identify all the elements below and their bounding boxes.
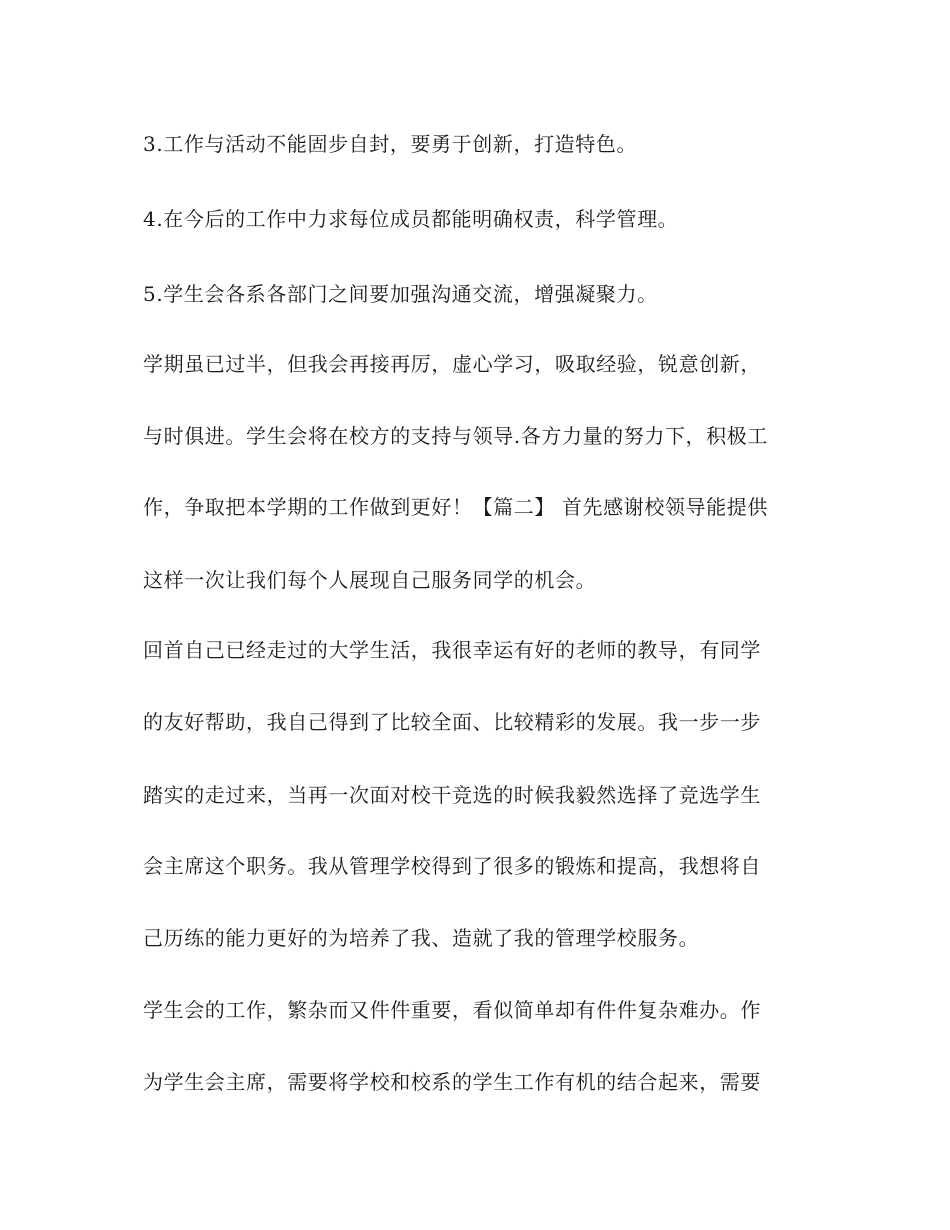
text-line: 4.在今后的工作中力求每位成员都能明确权责，科学管理。 [143,207,679,231]
text-line: 3.工作与活动不能固步自封，要勇于创新，打造特色。 [143,132,638,156]
text-line: 这样一次让我们每个人展现自己服务同学的机会。 [143,568,597,592]
text-line: 踏实的走过来，当再一次面对校干竞选的时候我毅然选择了竞选学生 [143,783,761,807]
text-line: 5.学生会各系各部门之间要加强沟通交流，增强凝聚力。 [143,282,658,306]
text-line: 作，争取把本学期的工作做到更好！【篇二】 首先感谢校领导能提供 [143,495,768,519]
text-line: 为学生会主席，需要将学校和校系的学生工作有机的结合起来，需要 [143,1070,761,1094]
text-line: 会主席这个职务。我从管理学校得到了很多的锻炼和提高，我想将自 [143,854,761,878]
text-line: 回首自己已经走过的大学生活，我很幸运有好的老师的教导，有同学 [143,638,761,662]
text-line: 学期虽已过半，但我会再接再厉，虚心学习，吸取经验，锐意创新， [143,352,761,376]
text-line: 与时俱进。学生会将在校方的支持与领导.各方力量的努力下，积极工 [143,424,768,448]
text-line: 己历练的能力更好的为培养了我、造就了我的管理学校服务。 [143,926,700,950]
text-line: 学生会的工作，繁杂而又件件重要，看似简单却有件件复杂难办。作 [143,998,761,1022]
text-line: 的友好帮助，我自己得到了比较全面、比较精彩的发展。我一步一步 [143,710,761,734]
